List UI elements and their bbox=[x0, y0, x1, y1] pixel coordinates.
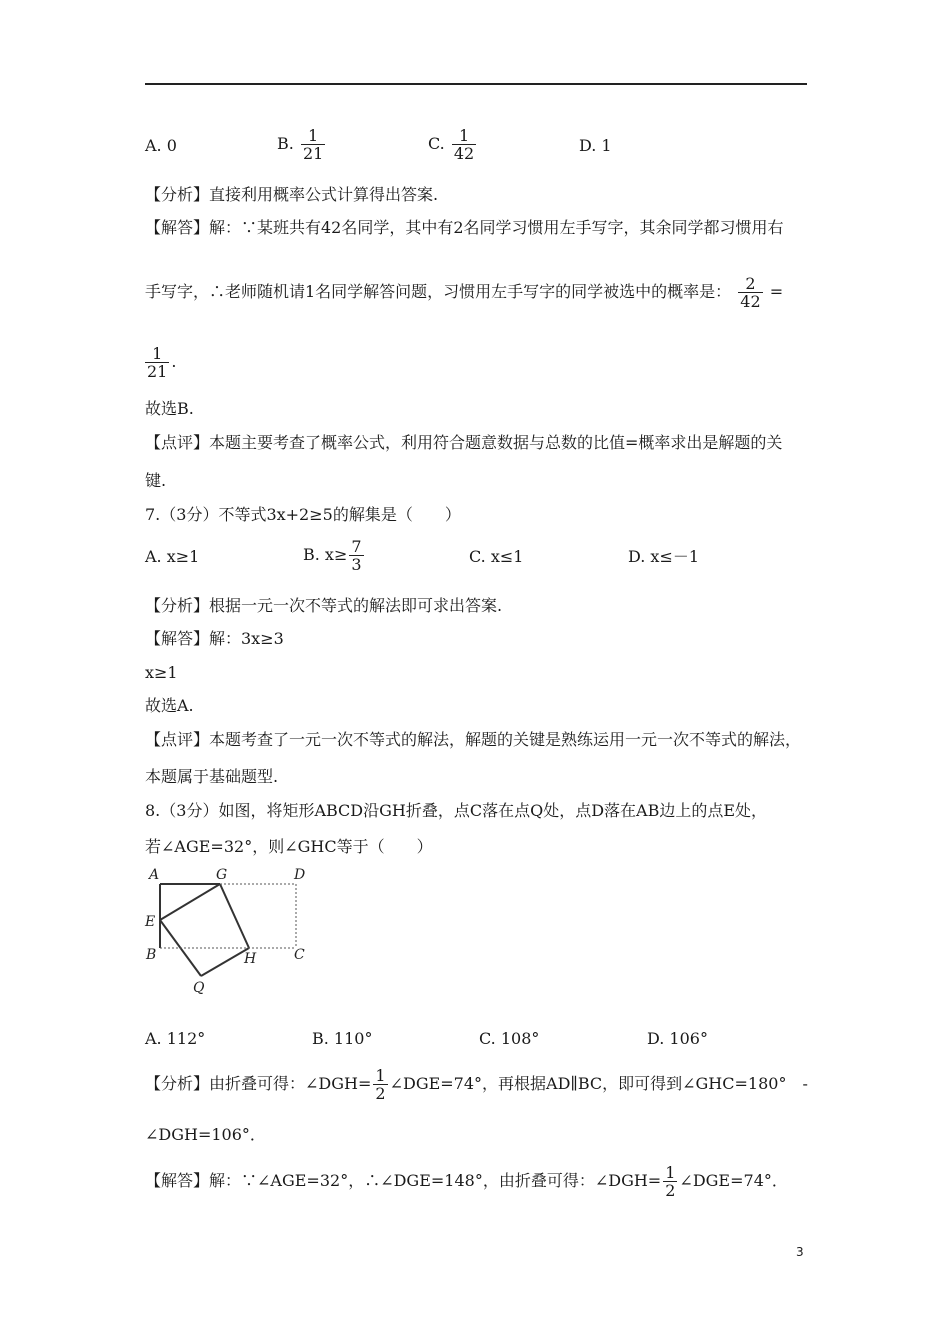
q8-option-d: D. 106° bbox=[647, 1029, 708, 1048]
label-C: C bbox=[294, 947, 305, 963]
q7-option-b-fraction: $\frac{7}{3}$ bbox=[351, 537, 362, 574]
segment-GE bbox=[160, 884, 220, 920]
label-G: G bbox=[216, 867, 228, 883]
q7-title: 7.（3分）不等式3x+2≥5的解集是（ ） bbox=[145, 505, 461, 524]
q7-solution-line-1: 【解答】解：3x≥3 bbox=[145, 629, 284, 648]
q7-choose: 故选A. bbox=[145, 696, 194, 715]
q6-solution-fraction: $\frac{2}{42}$ bbox=[740, 274, 761, 311]
q6-analysis: 【分析】直接利用概率公式计算得出答案. bbox=[145, 185, 439, 204]
q8-analysis-line-2: ∠DGH=106°． bbox=[145, 1125, 266, 1144]
q7-option-d: D. x≤－1 bbox=[628, 547, 700, 566]
q6-solution-result-fraction: $\frac{1}{21}$ bbox=[147, 344, 168, 381]
label-H: H bbox=[244, 951, 257, 967]
label-Q: Q bbox=[193, 980, 205, 996]
q7-comment-line-2: 本题属于基础题型. bbox=[145, 767, 279, 786]
page-number: 3 bbox=[796, 1245, 804, 1259]
q6-option-b-fraction: $\frac{1}{21}$ bbox=[302, 126, 324, 163]
q7-solution-line-2: x≥1 bbox=[145, 663, 178, 682]
q8-analysis-line-1: 【分析】由折叠可得：∠DGH= $\frac{1}{2}$ ∠DGE=74°，再根据AD∥BC，即可得到∠GHC=180° - bbox=[145, 1066, 808, 1103]
q7-option-a: A. x≥1 bbox=[145, 547, 200, 566]
segment-GH bbox=[220, 884, 249, 948]
q6-choose: 故选B. bbox=[145, 399, 194, 418]
q6-comment-line-2: 键. bbox=[145, 471, 167, 490]
q8-option-b: B. 110° bbox=[312, 1029, 373, 1048]
q8-solution-line-1: 【解答】解：∵∠AGE=32°，∴∠DGE=148°，由折叠可得：∠DGH= $\frac{1}{2}$ ∠DGE=74°． bbox=[145, 1163, 788, 1200]
q7-option-c: C. x≤1 bbox=[469, 547, 524, 566]
q8-title-line-1: 8.（3分）如图，将矩形ABCD沿GH折叠，点C落在点Q处，点D落在AB边上的点E处， bbox=[145, 801, 768, 820]
q8-solution-fraction: $\frac{1}{2}$ bbox=[665, 1163, 676, 1200]
q6-option-a: A. 0 bbox=[145, 136, 177, 155]
label-A: A bbox=[149, 867, 160, 883]
segment-QH bbox=[201, 948, 249, 976]
label-B: B bbox=[146, 947, 157, 963]
q6-solution-line-2: 手写字，∴老师随机请1名同学解答问题，习惯用左手写字的同学被选中的概率是： $\frac{2}{42}$ = bbox=[145, 274, 784, 311]
q6-option-c-fraction: $\frac{1}{42}$ bbox=[453, 126, 475, 163]
q6-solution-line-3: $\frac{1}{21}$ . bbox=[147, 344, 177, 381]
label-E: E bbox=[145, 914, 156, 930]
q6-option-c bbox=[428, 127, 478, 162]
q8-analysis-fraction: $\frac{1}{2}$ bbox=[375, 1066, 386, 1103]
q7-comment-line-1: 【点评】本题考查了一元一次不等式的解法，解题的关键是熟练运用一元一次不等式的解法， bbox=[145, 730, 802, 749]
header-rule bbox=[145, 83, 807, 85]
label-D: D bbox=[294, 867, 306, 883]
q6-option-b-label: B. bbox=[277, 134, 294, 153]
q7-option-b: B. x≥ $\frac{7}{3}$ bbox=[303, 537, 362, 574]
q8-option-c: C. 108° bbox=[479, 1029, 540, 1048]
q6-option-c-label: C. bbox=[428, 134, 445, 153]
q8-title-line-2: 若∠AGE=32°，则∠GHC等于（ ） bbox=[145, 837, 433, 856]
rectangle-fold-figure bbox=[140, 862, 320, 998]
q6-comment-line-1: 【点评】本题主要考查了概率公式，利用符合题意数据与总数的比值=概率求出是解题的关 bbox=[145, 433, 783, 452]
q6-option-b bbox=[277, 127, 327, 162]
q8-option-a: A. 112° bbox=[145, 1029, 206, 1048]
q6-solution-line-1: 【解答】解：∵某班共有42名同学，其中有2名同学习惯用左手写字，其余同学都习惯用右 bbox=[145, 218, 784, 237]
q6-option-d: D. 1 bbox=[579, 136, 612, 155]
q7-analysis: 【分析】根据一元一次不等式的解法即可求出答案. bbox=[145, 596, 503, 615]
